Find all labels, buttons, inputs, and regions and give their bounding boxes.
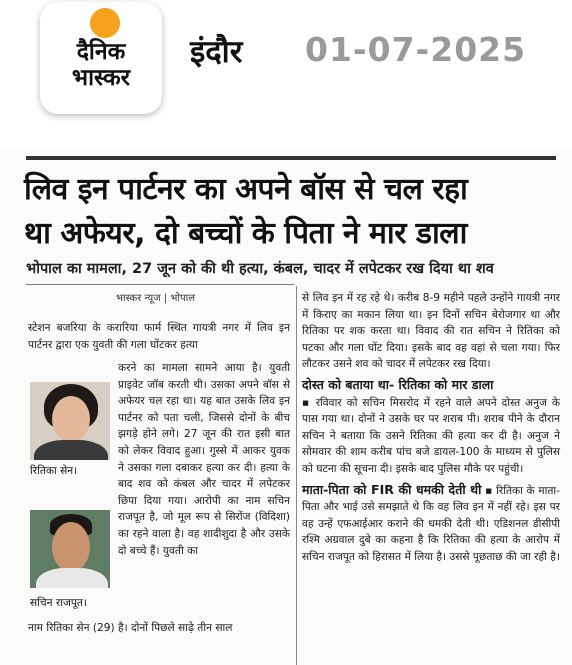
left-column-end: नाम रितिका सेन (29) है। दोनों पिछले साढ़े तीन साल [28, 622, 233, 634]
headline-line-2: था अफेयर, दो बच्चों के पिता ने मार डाला [24, 216, 467, 251]
dainik-bhaskar-logo [40, 2, 162, 114]
column-divider [296, 286, 297, 665]
face-shape [52, 396, 90, 442]
byline: भास्कर न्यूज | भोपाल [116, 293, 196, 304]
face-shape [52, 522, 90, 572]
subheading-friend: दोस्त को बताया था- रितिका को मार डाला [302, 376, 494, 392]
subheading-fir: माता-पिता को FIR की धमकी देती थी [302, 481, 482, 497]
edition-date: 01-07-2025 [305, 30, 527, 69]
headline [24, 168, 572, 256]
newspaper-clipping [0, 150, 572, 665]
right-paragraph-2: रविवार को सचिन मिसरोद में रहने वाले अपने दोस्त अनुज के पास गया था। दोनों ने उसके घर पर शराब पी। शराब पीने के दौरान सचिन ने बताया कि उसने रितिका की हत्या कर दी है। अनुज ने सोमवार की शाम करीब पांच बजे डायल-100 के माध्यम से पुलिस को घटना की सूचना दी। इसके बाद पुलिस मौके पर पहुंची। [302, 396, 560, 475]
photo-sachin-rajput [30, 510, 110, 588]
right-paragraph-1: से लिव इन में रह रहे थे। करीब 8-9 महीने पहले उन्होंने गायत्री नगर में किराए का मकान लिया था। इन दिनों सचिन बेरोजगार था और रितिका पर शक करता था। विवाद की रात सचिन ने रितिका को पटका और गला घोंट दिया। इसके बाद वह वहां से चला गया। फिर लौटकर उसने शव को चादर में लपेटकर रख दिया। [302, 292, 560, 371]
header-bar [0, 0, 572, 140]
caption-sachin: सचिन राजपूत। [30, 597, 87, 609]
shoulders-shape [34, 440, 108, 460]
subheadline: भोपाल का मामला, 27 जून को की थी हत्या, कंबल, चादर में लपेटकर रख दिया था शव [26, 261, 494, 277]
byline-rule [26, 284, 294, 285]
shirt-shape [36, 568, 108, 588]
headline-line-1: लिव इन पार्टनर का अपने बॉस से चल रहा [24, 172, 468, 207]
bullet-mark: ▪ [485, 484, 493, 497]
left-column-body: करने का मामला सामने आया है। युवती प्राइवेट जॉब करती थी। उसका अपने बॉस से अफेयर चल रहा था। यह बात उसके लिव इन पार्टनर को पता चली, जिससे दोनों के बीच झगड़े होने लगे। 27 जून की रात इसी बात को लेकर विवाद हुआ। गुस्से में आकर युवक ने उसका गला दबाकर हत्या कर दी। हत्या के बाद शव को कंबल और चादर में लपेटकर छिपा दिया गया। आरोपी का नाम सचिन राजपूत है, जो मूल रूप से सिरोंज (विदिशा) का रहने वाला है। वह शादीशुदा है और उसके दो बच्चे हैं। युवती का [118, 362, 290, 557]
photo-ritika-sen [30, 382, 110, 460]
top-rule [26, 156, 556, 160]
right-column [302, 290, 560, 566]
sun-icon [90, 8, 120, 38]
logo-text-line1: दैनिक [76, 39, 126, 65]
left-column-intro: स्टेशन बजरिया के करारिया फार्म स्थित गायत्री नगर में लिव इन पार्टनर द्वारा एक युवती की गला घोंटकर हत्या [28, 322, 290, 351]
edition-city: इंदौर [190, 34, 243, 70]
caption-ritika: रितिका सेन। [30, 465, 78, 477]
bullet-mark: ▪ [302, 396, 311, 409]
right-paragraph-3: रितिका के माता-पिता और भाई उसे समझाते थे कि वह लिव इन में नहीं रहे। इस पर वह उन्हें एफआईआर कराने की धमकी देती थी। एडिशनल डीसीपी रश्मि अग्रवाल दुबे का कहना है कि रितिका की हत्या के आरोप में सचिन राजपूत को हिरासत में लिया है। उससे पूछताछ की जा रही है। [302, 484, 560, 563]
logo-text-line2: भास्कर [71, 65, 131, 91]
